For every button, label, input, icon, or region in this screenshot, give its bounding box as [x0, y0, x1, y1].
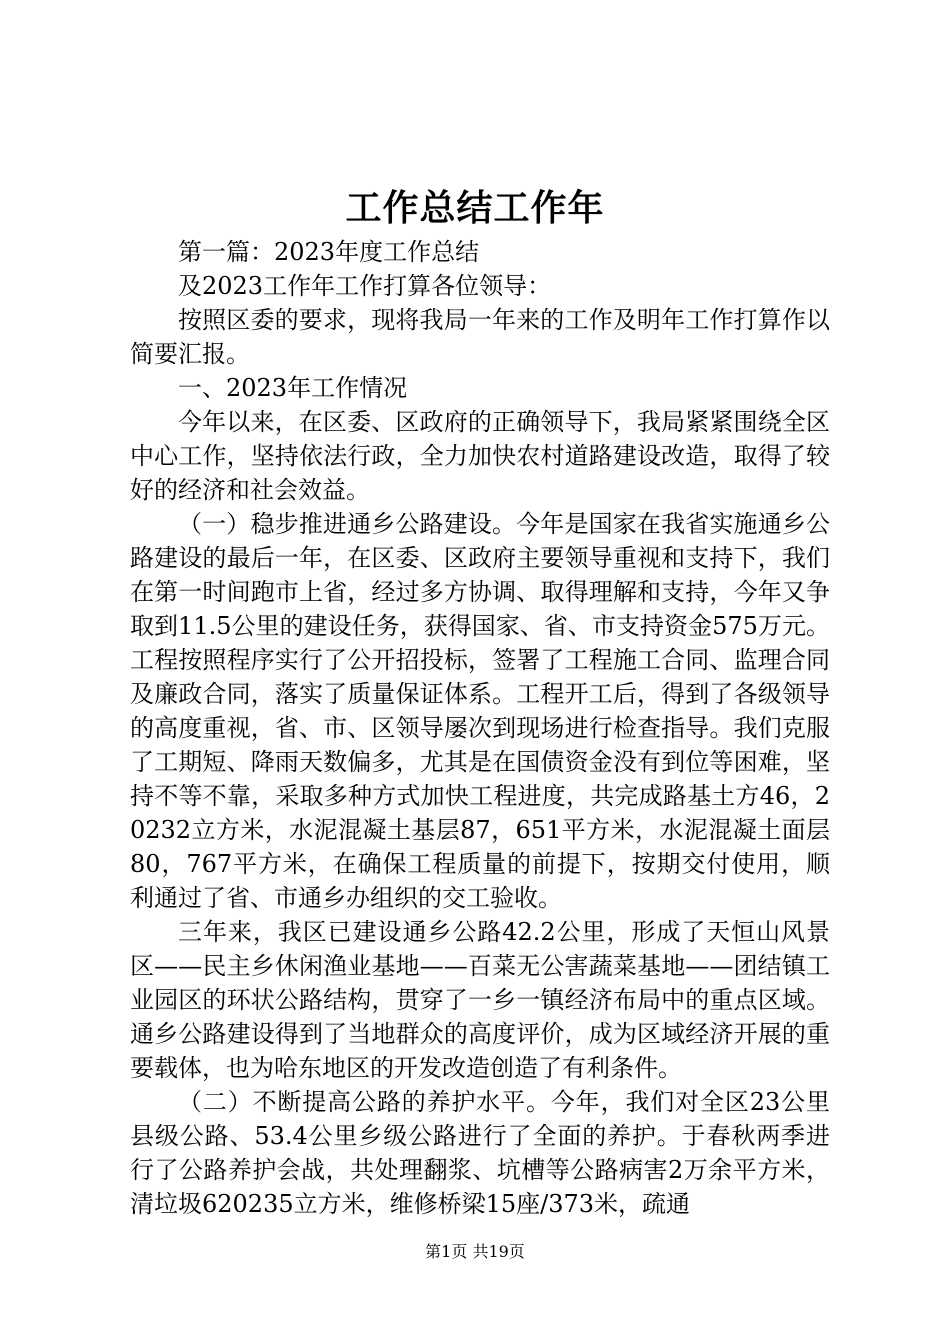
paragraph-salutation: 及2023工作年工作打算各位领导： — [178, 272, 552, 300]
paragraph-road-construction: （一）稳步推进通乡公路建设。今年是国家在我省实施通乡公路建设的最后一年，在区委、区政府主要领导重视和支持下，我们在第一时间跑市上省，经过多方协调、取得理解和支持，今年又争取到11.5公里的建设任务，获得国家、省、市支持资金575万元。工程按照程序实行了公开招投标，签署了工程施工合同、监理合同及廉政合同，落实了质量保证体系。工程开工后，得到了各级领导的高度重视，省、市、区领导屡次到现场进行检查指导。我们克服了工期短、降雨天数偏多，尤其是在国债资金没有到位等困难，坚持不等不靠，采取多种方式加快工程进度，共完成路基土方46，20232立方米，水泥混凝土基层87，651平方米，水泥混凝土面层80，767平方米，在确保工程质量的前提下，按期交付使用，顺利通过了省、市通乡办组织的交工验收。 — [130, 510, 830, 912]
paragraph-overview: 今年以来，在区委、区政府的正确领导下，我局紧紧围绕全区中心工作，坚持依法行政，全力加快农村道路建设改造，取得了较好的经济和社会效益。 — [130, 408, 830, 504]
paragraph-chapter-heading: 第一篇：2023年度工作总结 — [178, 238, 480, 266]
paragraph-three-years: 三年来，我区已建设通乡公路42.2公里，形成了天恒山风景区——民主乡休闲渔业基地——百菜无公害蔬菜基地——团结镇工业园区的环状公路结构，贯穿了一乡一镇经济布局中的重点区域。通乡公路建设得到了当地群众的高度评价，成为区域经济开展的重要载体，也为哈东地区的开发改造创造了有利条件。 — [130, 918, 830, 1082]
page-number-footer: 第1页 共19页 — [425, 1242, 525, 1261]
paragraph-road-maintenance: （二）不断提高公路的养护水平。今年，我们对全区23公里县级公路、53.4公里乡级公路进行了全面的养护。于春秋两季进行了公路养护会战，共处理翻浆、坑槽等公路病害2万余平方米，清垃圾620235立方米，维修桥梁15座/373米，疏通 — [130, 1088, 830, 1218]
document-title: 工作总结工作年 — [345, 187, 605, 229]
paragraph-intro: 按照区委的要求，现将我局一年来的工作及明年工作打算作以简要汇报。 — [130, 306, 830, 368]
document-body — [130, 235, 830, 1221]
paragraph-section-heading: 一、2023年工作情况 — [178, 374, 408, 402]
